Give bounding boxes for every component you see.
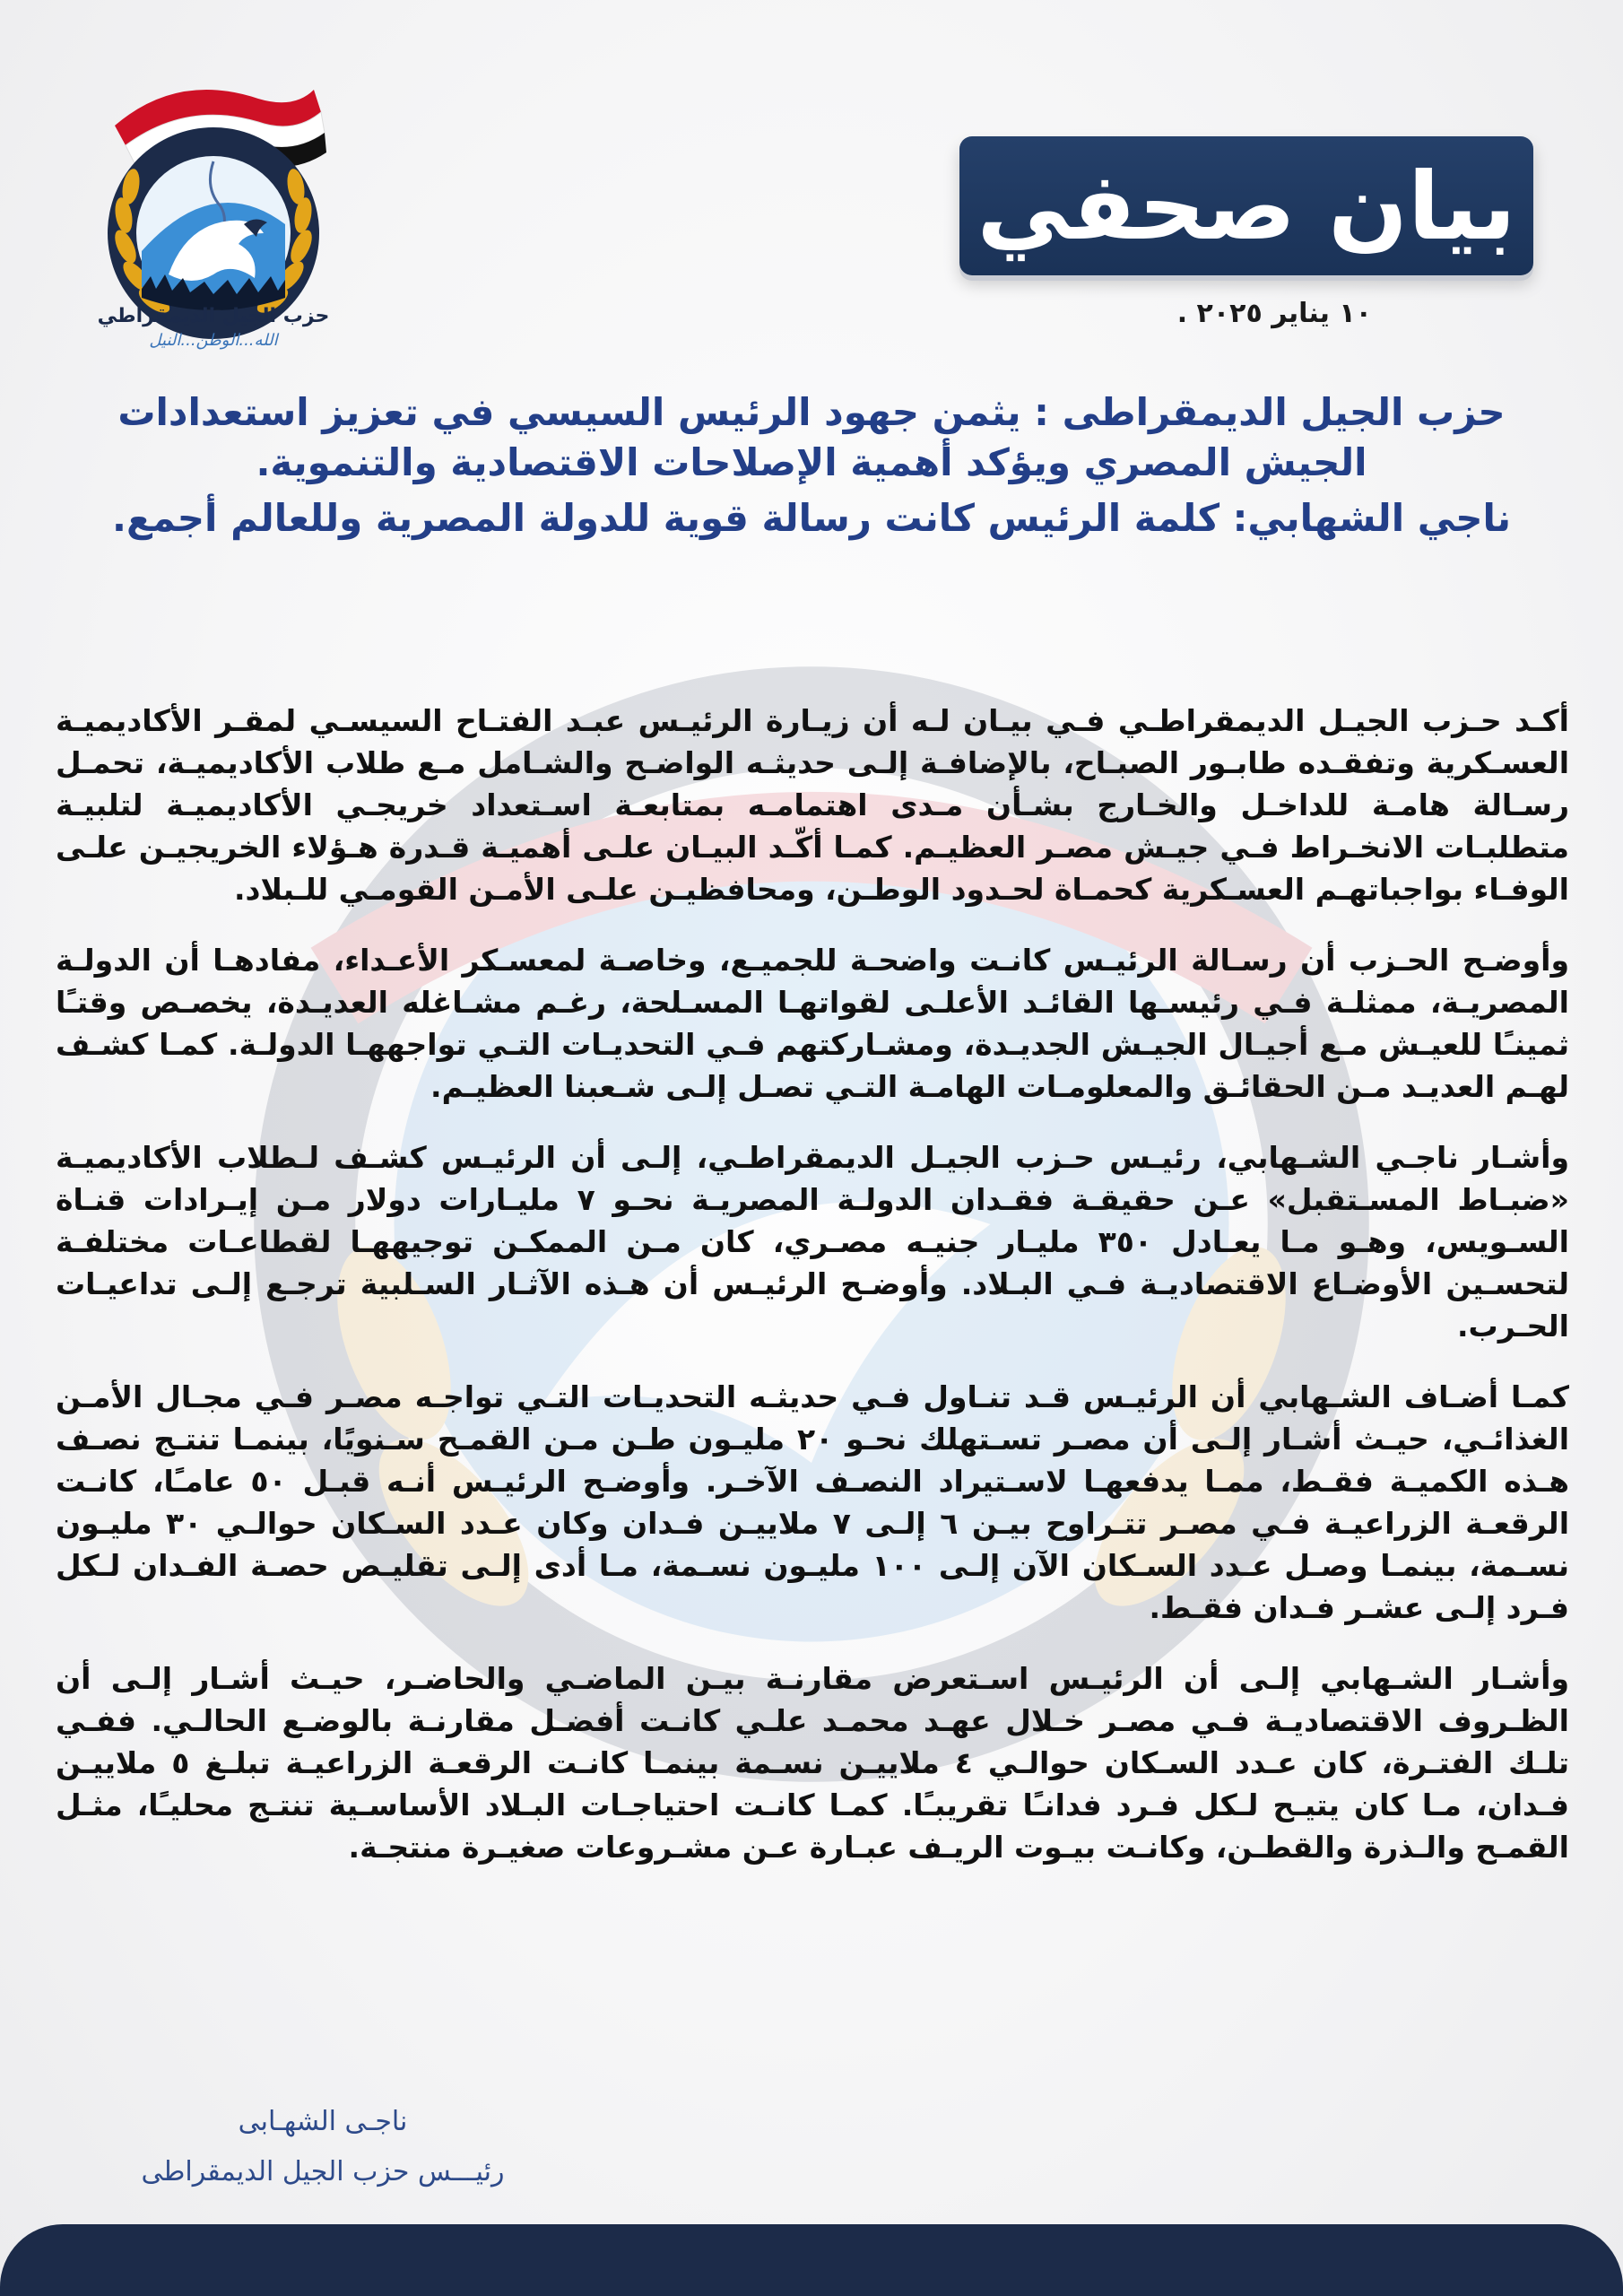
footer-bar [0,2224,1623,2296]
body-paragraph: أكـد حـزب الجيـل الديمقراطـي فـي بيـان لـه أن زيـارة الرئيـس عبـد الفتـاح السيسـي لمقـر الأكاديميـة العسـكرية وتفقـده طابـور الصبـاح، بالإضافـة إلـى حديثـه الواضـح والشـامل مـع طلاب الأكاديميـة، تحمـل رسـالة هامـة للداخـل والخـارج بشـأن مـدى اهتمامـه بمتابعـة اسـتعداد خريجـي الأكاديميـة لتلبيـة متطلبـات الانخـراط فـي جيـش مصـر العظيـم. كمـا أكّـد البيـان علـى أهميـة قـدرة هـؤلاء الخريجيـن علـى الوفـاء بواجباتهـم العسـكرية كحمـاة لحـدود الوطـن، ومحافظيـن علـى الأمـن القومـي للـبلاد. [56,703,1569,907]
statement-date: ١٠ يناير ٢٠٢٥ . [1176,298,1372,329]
body-paragraph: وأشـار الشـهابي إلـى أن الرئيـس اسـتعرض مقارنـة بيـن الماضـي والحاضـر، حيـث أشـار إلـى أن الظـروف الاقتصاديـة فـي مصـر خـلال عهـد محمـد علـي كانـت أفضـل مقارنـة بالوضـع الحالـي. ففـي تلـك الفتـرة، كان عـدد السـكان حوالـي ٤ ملاييـن نسـمة بينمـا كانـت الرقعـة الزراعيـة تبلـغ ٥ ملاييـن فـدان، مـا كان يتيـح لـكل فـرد فدانـًا تقريبـًا. كمـا كانـت احتياجـات البـلاد الأساسـية تنتـج محليـًا، مثـل القمـح والـذرة والقطـن، وكانـت بيـوت الريـف عبـارة عـن مشـروعات صغيـرة منتجـة. [56,1661,1569,1865]
banner-title: بيان صحفي [976,151,1516,261]
headline-sub: ناجي الشهابي: كلمة الرئيس كانت رسالة قوية للدولة المصرية وللعالم أجمع. [111,496,1512,540]
headline-main: حزب الجيل الديمقراطى : يثمن جهود الرئيس السيسي في تعزيز استعدادات الجيش المصري ويؤكد أهمية الإصلاحات الاقتصادية والتنموية. [117,390,1506,484]
signatory-title: رئيـــس حزب الجيل الديمقراطى [141,2156,505,2187]
signature-block [108,2099,538,2199]
body-paragraph: كمـا أضـاف الشـهابي أن الرئيـس قـد تنـاول فـي حديثـه التحديـات التـي تواجـه مصـر فـي مجـال الأمـن الغذائـي، حيـث أشـار إلـى أن مصـر تسـتهلك نحـو ٢٠ مليـون طـن مـن القمـح سـنويًا، بينمـا تنتـج نصـف هـذه الكميـة فقـط، ممـا يدفعهـا لاسـتيراد النصـف الآخـر. وأوضـح الرئيـس أنـه قبـل ٥٠ عامـًا، كانـت الرقعـة الزراعيـة فـي مصـر تتـراوح بيـن ٦ إلـى ٧ ملاييـن فـدان وكان عـدد السـكان حوالـي ٣٠ مليـون نسـمة، بينمـا وصـل عـدد السـكان الآن إلـى ١٠٠ مليـون نسـمة، مـا أدى إلـى تقليـص حصـة الفـدان لـكل فـرد إلـى عشـر فـدان فقـط. [56,1379,1570,1625]
signatory-name: ناجـى الشهـابى [238,2106,408,2137]
statement-body [56,700,1569,1897]
headline [108,387,1515,544]
logo-party-name: حزب الجيل الديمقراطي [97,305,330,327]
logo-caption [79,303,348,352]
logo-motto: الله...الوطن...النيل [149,331,278,350]
body-paragraph: وأوضـح الحـزب أن رسـالة الرئيـس كانـت واضحـة للجميـع، وخاصـة لمعسـكر الأعـداء، مفادهـا أن الدولـة المصريـة، ممثلـة فـي رئيسـها القائـد الأعلـى لقواتهـا المسـلحة، رغـم مشـاغله العديـدة، يخصـص وقتـًا ثمينـًا للعيـش مـع أجيـال الجيـش الجديـدة، ومشـاركتهم فـي التحديـات التـي تواجههـا الدولـة. كمـا كشـف لهـم العديـد مـن الحقائـق والمعلومـات الهامـة التـي تصـل إلـى شـعبنا العظيـم. [56,943,1569,1104]
body-paragraph: وأشـار ناجـي الشـهابي، رئيـس حـزب الجيـل الديمقراطـي، إلـى أن الرئيـس كشـف لـطلاب الأكاديميـة «ضبـاط المسـتقبل» عـن حقيقـة فقـدان الدولـة المصريـة نحـو ٧ مليـارات دولار مـن إيـرادات قنـاة السـويس، وهـو مـا يعـادل ٣٥٠ مليـار جنيـه مصـري، كان مـن الممكـن توجيههـا لقطاعـات مختلفـة لتحسـين الأوضـاع الاقتصاديـة فـي البـلاد. وأوضـح الرئيـس أن هـذه الآثـار السـلبية ترجـع إلـى تداعيـات الحـرب. [56,1140,1569,1344]
press-statement-banner [959,136,1533,275]
